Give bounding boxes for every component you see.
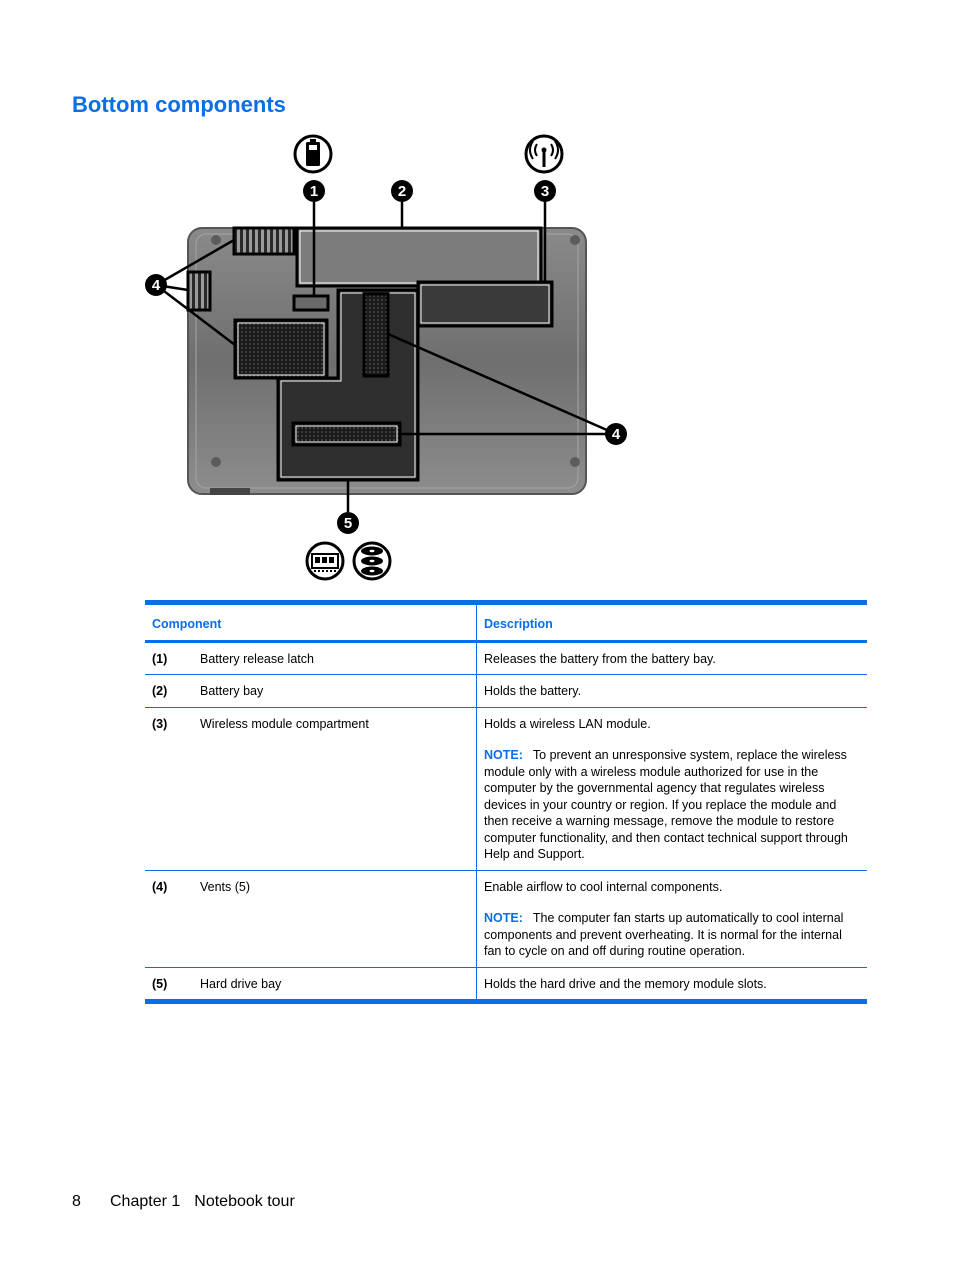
table-row (145, 870, 867, 967)
bottom-components-illustration (140, 130, 640, 590)
row-component-name: Battery release latch (200, 651, 314, 666)
callout-1 (303, 180, 325, 202)
page-footer (72, 1193, 295, 1211)
note-label: NOTE: (484, 748, 523, 762)
svg-text:4: 4 (151, 277, 161, 294)
vent-vertical (364, 294, 388, 376)
battery-release-latch (294, 296, 328, 310)
table-header-row (145, 603, 867, 642)
row-number: (3) (152, 716, 168, 731)
callout-4-right (605, 423, 627, 445)
vent-fan (235, 320, 327, 378)
table-row (145, 675, 867, 708)
vent-top (234, 228, 294, 254)
row-description (477, 707, 868, 870)
callout-5 (337, 512, 359, 534)
table-row (145, 707, 867, 870)
note-text: To prevent an unresponsive system, replace the wireless module only with a wireless module authorized for use in the computer by the governmental agency that regulates wireless devices in your country or region. If you replace the module and then receive a warning message, remove the module to restore computer functionality, and then contact technical support through Help and Support. (484, 748, 848, 861)
row-number: (4) (152, 879, 168, 894)
note (484, 747, 860, 863)
page-number: 8 (72, 1193, 81, 1210)
row-description (477, 641, 868, 675)
note-text: The computer fan starts up automatically to cool internal components and prevent overheating. It is normal for the internal fan to cycle on and off during routine operation. (484, 911, 844, 958)
components-table (145, 600, 867, 1004)
description-text: Holds the battery. (484, 684, 582, 698)
description-text: Releases the battery from the battery bay. (484, 651, 716, 666)
vent-left (188, 272, 210, 310)
callout-2 (391, 180, 413, 202)
row-number: (2) (152, 684, 168, 698)
svg-text:2: 2 (397, 183, 407, 200)
description-text: Holds a wireless LAN module. (484, 716, 651, 731)
page-title: Bottom components (72, 92, 286, 117)
callout-4-left (145, 274, 167, 296)
row-component-name: Vents (5) (200, 879, 251, 894)
header-description: Description (477, 603, 868, 642)
row-number: (1) (152, 651, 168, 666)
row-number: (5) (152, 976, 168, 991)
components-table-container (145, 600, 867, 1004)
chapter-label: Chapter 1 (110, 1193, 181, 1210)
row-description (477, 870, 868, 967)
header-component: Component (152, 617, 222, 631)
note (484, 910, 860, 960)
row-description (477, 967, 868, 1002)
description-text: Enable airflow to cool internal components. (484, 879, 723, 894)
row-component-name: Hard drive bay (200, 976, 282, 991)
wireless-antenna-icon (526, 136, 562, 172)
svg-text:5: 5 (343, 515, 353, 532)
table-row (145, 967, 867, 1002)
hard-drive-icon (354, 543, 390, 579)
row-component-name: Wireless module compartment (200, 716, 369, 731)
battery-bay-outline (297, 228, 541, 286)
note-label: NOTE: (484, 911, 523, 925)
chapter-title: Notebook tour (194, 1193, 295, 1210)
callout-3 (534, 180, 556, 202)
svg-text:4: 4 (611, 426, 621, 443)
row-description (477, 675, 868, 708)
svg-text:1: 1 (309, 183, 319, 200)
table-row (145, 641, 867, 675)
memory-module-icon (307, 543, 343, 579)
row-component-name: Battery bay (200, 684, 264, 698)
battery-icon (295, 136, 331, 172)
wireless-compartment-outline (418, 282, 552, 326)
description-text: Holds the hard drive and the memory module slots. (484, 976, 767, 991)
svg-text:3: 3 (540, 183, 550, 200)
